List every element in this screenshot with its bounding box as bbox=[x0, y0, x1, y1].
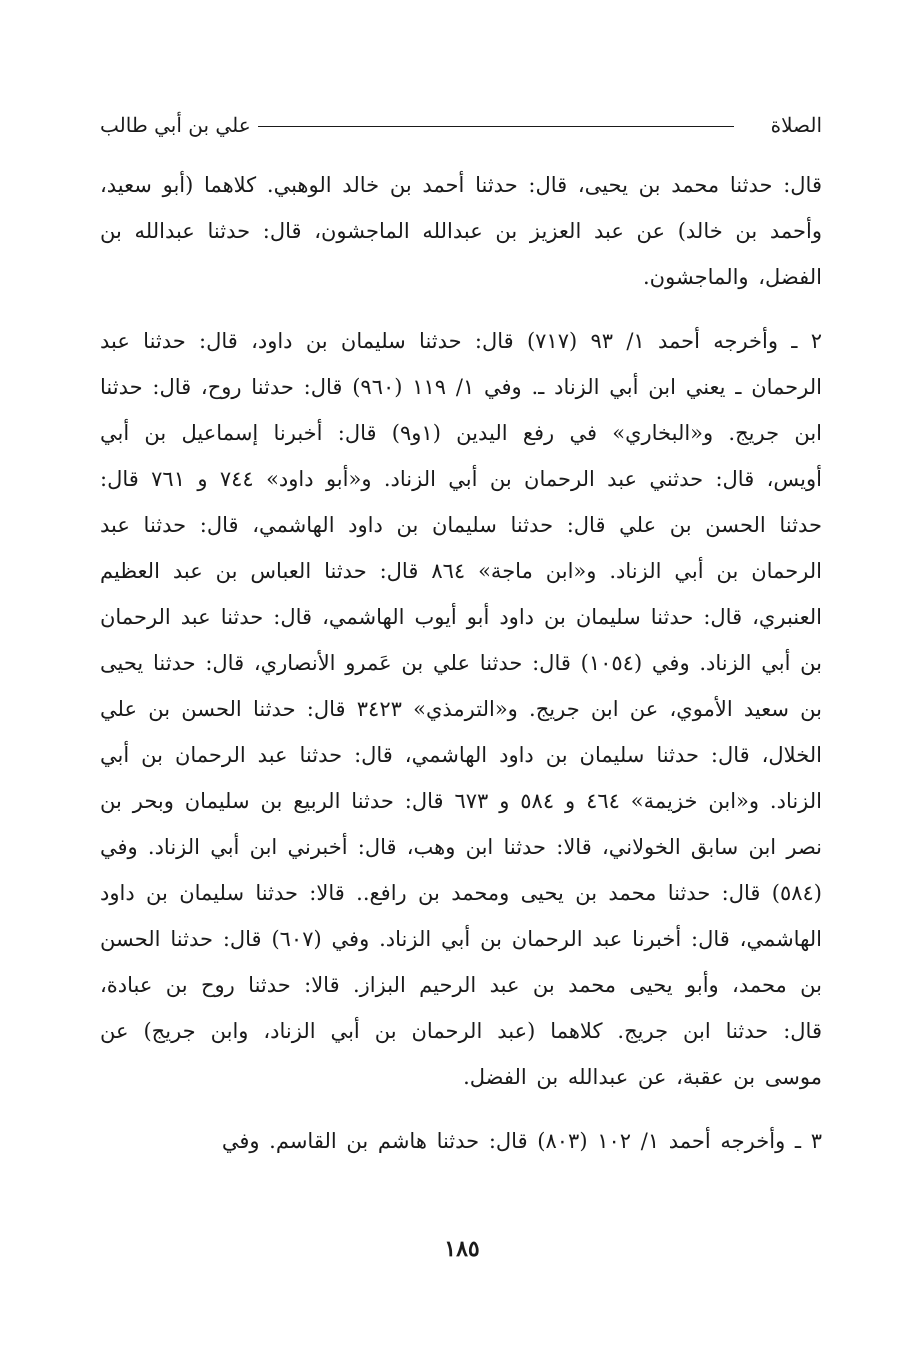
paragraph-2: ٢ ـ وأخرجه أحمد ١/ ٩٣ (٧١٧) قال: حدثنا سليمان بن داود، قال: حدثنا عبد الرحمان ـ يعني ابن أبي الزناد ـ. وفي ١/ ١١٩ (٩٦٠) قال: حدثنا روح، قال: حدثنا ابن جريج. و«البخاري» في رفع اليدين (١و٩) قال: أخبرنا إسماعيل بن أبي أويس، قال: حدثني عبد الرحمان بن أبي الزناد. و«أبو داود» ٧٤٤ و ٧٦١ قال: حدثنا الحسن بن علي قال: حدثنا سليمان بن داود الهاشمي، قال: حدثنا عبد الرحمان بن أبي الزناد. و«ابن ماجة» ٨٦٤ قال: حدثنا العباس بن عبد العظيم العنبري، قال: حدثنا سليمان بن داود أبو أيوب الهاشمي، قال: حدثنا عبد الرحمان بن أبي الزناد. وفي (١٠٥٤) قال: حدثنا علي بن عَمرو الأنصاري، قال: حدثنا يحيى بن سعيد الأموي، عن ابن جريج. و«الترمذي» ٣٤٢٣ قال: حدثنا الحسن بن علي الخلال، قال: حدثنا سليمان بن داود الهاشمي، قال: حدثنا عبد الرحمان بن أبي الزناد. و«ابن خزيمة» ٤٦٤ و ٥٨٤ و ٦٧٣ قال: حدثنا الربيع بن سليمان وبحر بن نصر ابن سابق الخولاني، قالا: حدثنا ابن وهب، قال: أخبرني ابن أبي الزناد. وفي (٥٨٤) قال: حدثنا محمد بن يحيى ومحمد بن رافع.. قالا: حدثنا سليمان بن داود الهاشمي، قال: أخبرنا عبد الرحمان بن أبي الزناد. وفي (٦٠٧) قال: حدثنا الحسن بن محمد، وأبو يحيى محمد بن عبد الرحيم البزاز. قالا: حدثنا روح بن عبادة، قال: حدثنا ابن جريج. كلاهما (عبد الرحمان بن أبي الزناد، وابن جريج) عن موسى بن عقبة، عن عبدالله بن الفضل. bbox=[100, 329, 823, 1089]
page-number: ١٨٥ bbox=[444, 1236, 480, 1262]
book-title: علي بن أبي طالب bbox=[100, 113, 251, 137]
chapter-title: الصلاة bbox=[770, 113, 822, 137]
paragraph-3: ٣ ـ وأخرجه أحمد ١/ ١٠٢ (٨٠٣) قال: حدثنا هاشم بن القاسم. وفي bbox=[221, 1129, 822, 1153]
header-rule bbox=[258, 126, 734, 127]
main-text bbox=[100, 162, 822, 1164]
running-header bbox=[100, 108, 822, 142]
paragraph-continuation: قال: حدثنا محمد بن يحيى، قال: حدثنا أحمد بن خالد الوهبي. كلاهما (أبو سعيد، وأحمد بن خالد) عن عبد العزيز بن عبدالله الماجشون، قال: حدثنا عبدالله بن الفضل، والماجشون. bbox=[100, 173, 822, 289]
